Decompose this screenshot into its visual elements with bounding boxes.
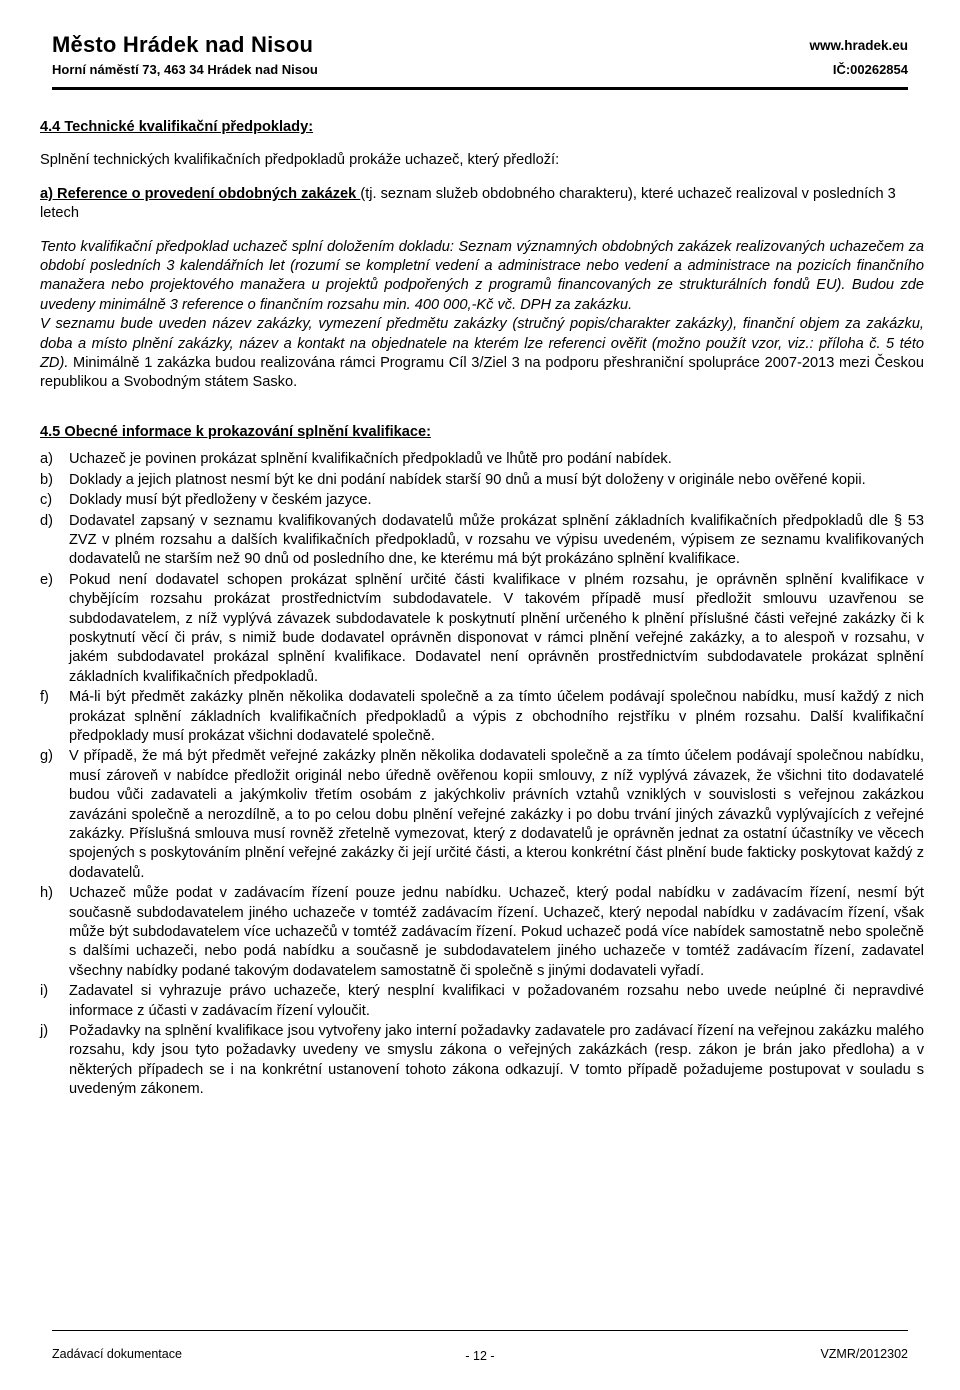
list-item-text: Zadavatel si vyhrazuje právo uchazeče, který nesplní kvalifikaci v požadovaném rozsahu nebo uvede neúplné či nepravdivé informace z účasti v zadávacím řízení vyloučit. [69, 983, 924, 1019]
section-heading-4-5: 4.5 Obecné informace k prokazování splnění kvalifikace: [40, 423, 431, 440]
list-item-label: j) [40, 1023, 49, 1040]
list-item-text: Uchazeč může podat v zadávacím řízení pouze jednu nabídku. Uchazeč, který podal nabídku v zadávacím řízení, nesmí být současně subdodavatelem jiného uchazeče v tomtéž zadávacím řízení. Uchazeč, který nepodal nabídku v zadávacím řízení, však může být subdodavatelem více uchazečů v tomtéž zadávacím řízení. Pokud uchazeč podá více nabídek samostatně nebo společně s dalšími uchazeči, nebo podá nabídku a současně je subdodavatelem jiného uchazeče v tomtéž zadávacím řízení, zadavatel všechny nabídky podané takovým dodavatelem samostatně či společně s jinými dodavateli vyřadí. [69, 885, 924, 979]
list-item-text: Uchazeč je povinen prokázat splnění kvalifikačních předpokladů ve lhůtě pro podání nabídek. [69, 451, 672, 468]
list-item-label: f) [40, 689, 49, 706]
list-item [40, 747, 924, 883]
page-footer [52, 1340, 908, 1366]
section-4-5-list [40, 450, 924, 1099]
list-item-label: d) [40, 512, 53, 529]
list-item-label: h) [40, 885, 53, 902]
list-item-text: Doklady a jejich platnost nesmí být ke dni podání nabídek starší 90 dnů a musí být doloženy v originále nebo ověřené kopii. [69, 471, 866, 488]
list-item [40, 688, 924, 746]
list-item [40, 982, 924, 1021]
list-item-text: Pokud není dodavatel schopen prokázat splnění určité části kvalifikace v plném rozsahu, je oprávněn splnění kvalifikace v chybějícím rozsahu prokázat prostřednictvím subdodavatele. V takovém případě musí předložit smlouvu uzavřenou se subdodavatelem, z níž vyplývá závazek subdodavatele k poskytnutí plnění určeného k plnění příslušné části veřejné zakázky či k poskytnutí věcí či práv, s nimiž bude dodavatel oprávněn disponovat v rámci plnění veřejné zakázky, a to alespoň v rozsahu, v jakém subdodavatel prokázal splnění kvalifikace. Dodavatel není oprávněn prostřednictvím subdodavatele prokázat splnění základních kvalifikačních předpokladů. [69, 571, 924, 685]
list-item [40, 884, 924, 981]
list-item [40, 450, 924, 469]
list-paragraph-italic: V seznamu bude uveden název zakázky, vymezení předmětu zakázky (stručný popis/charakter zakázky), finanční objem za zakázku, doba a místo plnění zakázky, název a kontakt na objednatele na kterém lze referenci ověřit (možno použít vzor, viz.: příloha č. 5 této ZD). [40, 316, 924, 372]
page-header [52, 30, 908, 80]
list-item [40, 571, 924, 687]
list-item-label: b) [40, 471, 53, 488]
footer-document-name: Zadávací dokumentace [52, 1347, 182, 1361]
list-item-label: c) [40, 492, 53, 509]
document-body [40, 118, 924, 1101]
footer-divider [52, 1330, 908, 1331]
list-item-label: a) [40, 451, 53, 468]
list-item-text: Má-li být předmět zakázky plněn několika dodavateli společně a za tímto účelem podávají společnou nabídku, musí každý z nich prokázat splnění základních kvalifikačních předpokladů a výpis z obchodního rejstříku v plném rozsahu. Další kvalifikační předpoklady musí prokázat všichni dodavatelé společně. [69, 689, 924, 744]
list-item-text: V případě, že má být předmět veřejné zakázky plněn několika dodavateli společně a za tímto účelem podávají společnou nabídku, musí zároveň v nabídce předložit originál nebo úředně ověřenou kopii smlouvy, z níž vyplývá závazek, že všichni tito dodavatelé budou vůči zadavateli a jakýmkoliv třetím osobám z jakýchkoliv právních vztahů vzniklých v souvislosti s veřejnou zakázkou zavázáni společně a nerozdílně, a to po celou dobu plnění veřejné zakázky i po dobu trvání jiných závazků vyplývajících z veřejné zakázky. Příslušná smlouva musí rovněž zřetelně vymezovat, který z dodavatelů je oprávněn jednat za ostatní účastníky ve věcech spojených s poskytováním plnění veřejné zakázky či její určité části, a kterou konkrétní část plnění bude fakticky poskytovat každý z dodavatelů. [69, 748, 924, 881]
footer-reference: VZMR/2012302 [820, 1347, 908, 1361]
section-4-4-item-a [40, 185, 924, 224]
footer-page-number: - 12 - [465, 1349, 495, 1363]
list-item-label: e) [40, 571, 53, 588]
item-a-text: (tj. seznam služeb obdobného charakteru), které uchazeč realizoval v posledních 3 letech [40, 185, 896, 222]
header-address: Horní náměstí 73, 463 34 Hrádek nad Nisou [52, 62, 318, 77]
list-paragraph-normal: Minimálně 1 zakázka budou realizována rámci Programu Cíl 3/Ziel 3 na podporu přeshraniční spolupráce 2007-2013 mezi Českou republikou a Svobodným státem Sasko. [40, 355, 924, 391]
header-ic: IČ:00262854 [832, 62, 908, 77]
section-heading-4-4: 4.4 Technické kvalifikační předpoklady: [40, 119, 314, 135]
list-item [40, 1022, 924, 1100]
list-item-label: i) [40, 983, 49, 1000]
list-item-text: Požadavky na splnění kvalifikace jsou vytvořeny jako interní požadavky zadavatele pro zadávací řízení na veřejnou zakázku malého rozsahu, kdy jsou tyto požadavky uvedeny ve smyslu zákona o veřejných zakázkách (resp. zákon je brán jako předloha) a v některých případech se i na konkrétní ustanovení tohoto zákona odkazují. V tomto případě požadujeme postupovat v souladu s uvedeným zákonem. [69, 1023, 924, 1098]
list-item-text: Doklady musí být předloženy v českém jazyce. [69, 492, 372, 509]
header-website: www.hradek.eu [809, 38, 908, 53]
section-4-4-list-paragraph [40, 315, 924, 393]
list-item [40, 491, 924, 510]
section-4-4-intro: Splnění technických kvalifikačních předpokladů prokáže uchazeč, který předloží: [40, 152, 560, 169]
header-divider [52, 87, 908, 90]
item-a-label: a) Reference o provedení obdobných zakázek [40, 185, 361, 202]
list-item-text: Dodavatel zapsaný v seznamu kvalifikovaných dodavatelů může prokázat splnění základních kvalifikačních předpokladů dle § 53 ZVZ v plném rozsahu a dalších kvalifikačních předpokladů, v rozsahu ve výpisu uvedeném, výpisem ze seznamu kvalifikovaných dodavatelů ne starším než 90 dnů od posledního dne, ke kterému má být prokázáno splnění kvalifikace. [69, 512, 924, 568]
list-item [40, 471, 924, 490]
list-item [40, 512, 924, 570]
list-item-label: g) [40, 748, 53, 765]
header-title: Město Hrádek nad Nisou [52, 32, 314, 57]
section-4-4-italic-paragraph: Tento kvalifikační předpoklad uchazeč splní doložením dokladu: Seznam významných obdobných zakázek realizovaných uchazečem za období posledních 3 kalendářních let (rozumí se kompletní vedení a administrace nebo vedení a administrace na pozicích finančního manažera nebo projektového manažera u projektů podpořených z programů financovaných ze strukturálních fondů EU). Budou zde uvedeny minimálně 3 reference o finančním rozsahu min. 400 000,-Kč vč. DPH za zakázku. [40, 238, 924, 313]
